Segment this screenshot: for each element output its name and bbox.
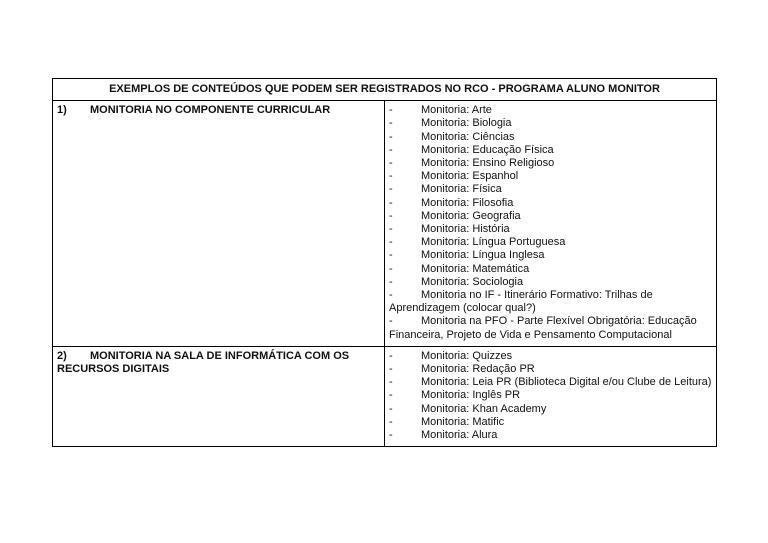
table-title: EXEMPLOS DE CONTEÚDOS QUE PODEM SER REGISTRADOS NO RCO - PROGRAMA ALUNO MONITOR [53, 79, 717, 101]
list-item [389, 389, 712, 402]
list-item-text: Monitoria: Matemática [421, 262, 530, 275]
list-item [389, 170, 712, 183]
item-list [389, 350, 712, 442]
section-heading: MONITORIA NO COMPONENTE CURRICULAR [90, 104, 331, 117]
bullet-dash: - [389, 170, 393, 183]
bullet-dash: - [389, 315, 393, 328]
bullet-dash: - [389, 223, 393, 236]
list-item-text: Monitoria: Ciências [421, 130, 515, 143]
bullet-dash: - [389, 363, 393, 376]
list-item-text: Monitoria: Leia PR (Biblioteca Digital e/ou Clube de Leitura) [421, 376, 712, 389]
section-heading-cell [53, 346, 385, 446]
list-item [389, 363, 712, 376]
list-item [389, 117, 712, 130]
list-item-text: Monitoria: Ensino Religioso [421, 157, 555, 170]
bullet-dash: - [389, 104, 393, 117]
list-item-text: Monitoria: Geografia [421, 209, 521, 222]
bullet-dash: - [389, 183, 393, 196]
section-items-cell [385, 101, 717, 347]
section-heading: MONITORIA NA SALA DE INFORMÁTICA COM OS RECURSOS DIGITAIS [57, 349, 350, 376]
list-item [389, 416, 712, 429]
bullet-dash: - [389, 209, 393, 222]
list-item-text: Monitoria: História [421, 223, 510, 236]
list-item [389, 429, 712, 442]
bullet-dash: - [389, 262, 393, 275]
list-item [389, 376, 712, 389]
bullet-dash: - [389, 289, 393, 302]
bullet-dash: - [389, 275, 393, 288]
bullet-dash: - [389, 429, 393, 442]
bullet-dash: - [389, 415, 393, 428]
list-item [389, 210, 712, 223]
list-item-text: Monitoria: Educação Física [421, 143, 554, 156]
bullet-dash: - [389, 389, 393, 402]
list-item-text: Monitoria: Filosofia [421, 196, 514, 209]
list-item [389, 144, 712, 157]
list-item [389, 157, 712, 170]
section-row-2 [53, 346, 717, 446]
list-item [389, 104, 712, 117]
list-item-text: Monitoria: Inglês PR [421, 389, 521, 402]
list-item [389, 276, 712, 289]
bullet-dash: - [389, 376, 393, 389]
list-item [389, 223, 712, 236]
bullet-dash: - [389, 157, 393, 170]
list-item-text: Monitoria no IF - Itinerário Formativo: Trilhas de Aprendizagem (colocar qual?) [389, 289, 653, 315]
list-item-text: Monitoria: Khan Academy [421, 402, 547, 415]
list-item [389, 403, 712, 416]
list-item [389, 197, 712, 210]
list-item-text: Monitoria: Matific [421, 415, 505, 428]
list-item-text: Monitoria: Sociologia [421, 275, 524, 288]
bullet-dash: - [389, 196, 393, 209]
section-items-cell [385, 346, 717, 446]
content-table [52, 78, 717, 447]
list-item-text: Monitoria: Quizzes [421, 349, 513, 362]
bullet-dash: - [389, 349, 393, 362]
list-item-text: Monitoria: Língua Inglesa [421, 249, 545, 262]
list-item-text: Monitoria: Espanhol [421, 170, 519, 183]
list-item [389, 315, 712, 341]
list-item [389, 289, 712, 315]
section-number: 2) [57, 349, 67, 362]
bullet-dash: - [389, 117, 393, 130]
list-item-text: Monitoria na PFO - Parte Flexível Obrigatória: Educação Financeira, Projeto de Vida e Pensamento Computacional [389, 315, 697, 341]
bullet-dash: - [389, 402, 393, 415]
list-item [389, 350, 712, 363]
bullet-dash: - [389, 130, 393, 143]
list-item-text: Monitoria: Língua Portuguesa [421, 236, 566, 249]
section-heading-cell [53, 101, 385, 347]
bullet-dash: - [389, 143, 393, 156]
bullet-dash: - [389, 236, 393, 249]
section-row-1 [53, 101, 717, 347]
list-item [389, 249, 712, 262]
bullet-dash: - [389, 249, 393, 262]
list-item-text: Monitoria: Redação PR [421, 363, 535, 376]
list-item-text: Monitoria: Alura [421, 429, 498, 442]
list-item-text: Monitoria: Biologia [421, 117, 512, 130]
section-number: 1) [57, 104, 67, 117]
list-item [389, 263, 712, 276]
list-item [389, 131, 712, 144]
list-item [389, 183, 712, 196]
item-list [389, 104, 712, 342]
list-item-text: Monitoria: Arte [421, 104, 492, 117]
list-item-text: Monitoria: Física [421, 183, 502, 196]
list-item [389, 236, 712, 249]
title-row [53, 79, 717, 101]
